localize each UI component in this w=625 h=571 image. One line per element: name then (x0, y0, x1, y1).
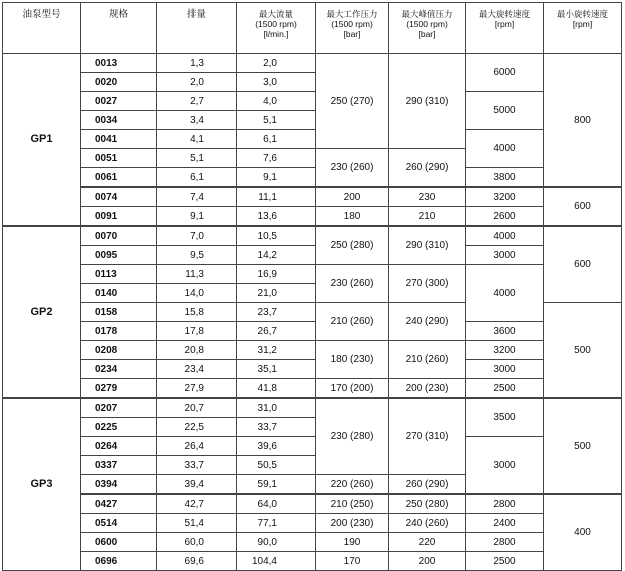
table-row (3, 322, 622, 341)
work-pressure-value: 230 (260) (316, 265, 389, 303)
max-flow-value: 90,0 (237, 533, 316, 552)
displacement-value: 2,7 (157, 92, 237, 111)
displacement-value: 17,8 (157, 322, 237, 341)
displacement-value: 4,1 (157, 130, 237, 149)
max-flow-value: 23,7 (237, 303, 316, 322)
table-row (3, 246, 622, 265)
spec-code: 0041 (81, 130, 157, 149)
peak-pressure-value: 210 (260) (389, 341, 466, 379)
displacement-value: 69,6 (157, 552, 237, 571)
model-cell: GP2 (3, 226, 81, 398)
peak-pressure-value: 230 (389, 187, 466, 207)
max-speed-value: 4000 (466, 226, 544, 246)
displacement-value: 33,7 (157, 456, 237, 475)
peak-pressure-value: 210 (389, 207, 466, 227)
peak-pressure-value: 200 (230) (389, 379, 466, 399)
spec-code: 0091 (81, 207, 157, 227)
work-pressure-value: 200 (230) (316, 514, 389, 533)
max-flow-value: 4,0 (237, 92, 316, 111)
displacement-value: 9,1 (157, 207, 237, 227)
header-min-speed: 最小旋转速度 [rpm] (544, 3, 622, 54)
spec-code: 0051 (81, 149, 157, 168)
table-row (3, 130, 622, 149)
spec-code: 0034 (81, 111, 157, 130)
max-speed-value: 6000 (466, 54, 544, 92)
max-flow-value: 7,6 (237, 149, 316, 168)
displacement-value: 3,4 (157, 111, 237, 130)
header-max-work-pressure: 最大工作压力 (1500 rpm) [bar] (316, 3, 389, 54)
max-speed-value: 3000 (466, 246, 544, 265)
max-flow-value: 21,0 (237, 284, 316, 303)
work-pressure-value: 210 (260) (316, 303, 389, 341)
max-flow-value: 33,7 (237, 418, 316, 437)
displacement-value: 20,7 (157, 398, 237, 418)
spec-code: 0013 (81, 54, 157, 73)
max-flow-value: 26,7 (237, 322, 316, 341)
table-row (3, 54, 622, 73)
work-pressure-value: 230 (280) (316, 398, 389, 475)
work-pressure-value: 250 (270) (316, 54, 389, 149)
spec-code: 0600 (81, 533, 157, 552)
spec-code: 0514 (81, 514, 157, 533)
work-pressure-value: 200 (316, 187, 389, 207)
max-flow-value: 9,1 (237, 168, 316, 188)
peak-pressure-value: 290 (310) (389, 226, 466, 265)
min-speed-value: 500 (544, 303, 622, 399)
max-flow-value: 41,8 (237, 379, 316, 399)
displacement-value: 26,4 (157, 437, 237, 456)
spec-code: 0020 (81, 73, 157, 92)
peak-pressure-value: 260 (290) (389, 149, 466, 188)
header-displacement: 排量 (157, 3, 237, 54)
displacement-value: 22,5 (157, 418, 237, 437)
spec-code: 0178 (81, 322, 157, 341)
min-speed-value: 400 (544, 494, 622, 571)
max-speed-value: 2500 (466, 379, 544, 399)
peak-pressure-value: 220 (389, 533, 466, 552)
max-speed-value: 3000 (466, 437, 544, 495)
max-flow-value: 5,1 (237, 111, 316, 130)
max-speed-value: 5000 (466, 92, 544, 130)
max-speed-value: 3200 (466, 341, 544, 360)
table-row (3, 226, 622, 246)
spec-code: 0696 (81, 552, 157, 571)
displacement-value: 51,4 (157, 514, 237, 533)
work-pressure-value: 250 (280) (316, 226, 389, 265)
spec-code: 0225 (81, 418, 157, 437)
min-speed-value: 500 (544, 398, 622, 494)
displacement-value: 60,0 (157, 533, 237, 552)
table-row (3, 360, 622, 379)
spec-code: 0394 (81, 475, 157, 495)
displacement-value: 7,4 (157, 187, 237, 207)
spec-code: 0070 (81, 226, 157, 246)
spec-code: 0140 (81, 284, 157, 303)
peak-pressure-value: 290 (310) (389, 54, 466, 149)
min-speed-value: 600 (544, 226, 622, 303)
min-speed-value: 800 (544, 54, 622, 188)
displacement-value: 39,4 (157, 475, 237, 495)
spec-code: 0074 (81, 187, 157, 207)
spec-code: 0113 (81, 265, 157, 284)
max-speed-value: 3000 (466, 360, 544, 379)
work-pressure-value: 180 (316, 207, 389, 227)
max-speed-value: 2500 (466, 552, 544, 571)
max-flow-value: 77,1 (237, 514, 316, 533)
displacement-value: 5,1 (157, 149, 237, 168)
max-flow-value: 14,2 (237, 246, 316, 265)
displacement-value: 1,3 (157, 54, 237, 73)
displacement-value: 6,1 (157, 168, 237, 188)
model-cell: GP1 (3, 54, 81, 227)
displacement-value: 14,0 (157, 284, 237, 303)
displacement-value: 15,8 (157, 303, 237, 322)
spec-code: 0207 (81, 398, 157, 418)
spec-code: 0337 (81, 456, 157, 475)
max-flow-value: 50,5 (237, 456, 316, 475)
table-row (3, 92, 622, 111)
max-speed-value: 2600 (466, 207, 544, 227)
spec-code: 0279 (81, 379, 157, 399)
spec-code: 0027 (81, 92, 157, 111)
header-max-peak-pressure: 最大峰值压力 (1500 rpm) [bar] (389, 3, 466, 54)
max-flow-value: 6,1 (237, 130, 316, 149)
max-flow-value: 2,0 (237, 54, 316, 73)
model-cell: GP3 (3, 398, 81, 571)
max-speed-value: 3800 (466, 168, 544, 188)
work-pressure-value: 220 (260) (316, 475, 389, 495)
min-speed-value: 600 (544, 187, 622, 226)
max-flow-value: 104,4 (237, 552, 316, 571)
max-flow-value: 31,2 (237, 341, 316, 360)
spec-code: 0158 (81, 303, 157, 322)
max-flow-value: 35,1 (237, 360, 316, 379)
table-row (3, 168, 622, 188)
table-row (3, 341, 622, 360)
peak-pressure-value: 260 (290) (389, 475, 466, 495)
displacement-value: 11,3 (157, 265, 237, 284)
max-flow-value: 11,1 (237, 187, 316, 207)
spec-code: 0234 (81, 360, 157, 379)
peak-pressure-value: 240 (260) (389, 514, 466, 533)
table-row (3, 494, 622, 514)
displacement-value: 27,9 (157, 379, 237, 399)
max-speed-value: 2800 (466, 494, 544, 514)
peak-pressure-value: 240 (290) (389, 303, 466, 341)
displacement-value: 23,4 (157, 360, 237, 379)
table-row (3, 533, 622, 552)
work-pressure-value: 210 (250) (316, 494, 389, 514)
peak-pressure-value: 250 (280) (389, 494, 466, 514)
table-row (3, 187, 622, 207)
spec-code: 0095 (81, 246, 157, 265)
work-pressure-value: 190 (316, 533, 389, 552)
max-speed-value: 3200 (466, 187, 544, 207)
peak-pressure-value: 270 (300) (389, 265, 466, 303)
table-row (3, 265, 622, 284)
table-row (3, 437, 622, 456)
max-flow-value: 3,0 (237, 73, 316, 92)
header-max-speed: 最大旋转速度 [rpm] (466, 3, 544, 54)
max-speed-value: 4000 (466, 130, 544, 168)
table-row (3, 379, 622, 399)
max-speed-value: 3500 (466, 398, 544, 437)
displacement-value: 7,0 (157, 226, 237, 246)
max-speed-value: 2800 (466, 533, 544, 552)
work-pressure-value: 230 (260) (316, 149, 389, 188)
peak-pressure-value: 200 (389, 552, 466, 571)
displacement-value: 2,0 (157, 73, 237, 92)
work-pressure-value: 170 (200) (316, 379, 389, 399)
peak-pressure-value: 270 (310) (389, 398, 466, 475)
header-model: 油泵型号 (3, 3, 81, 54)
table-row (3, 207, 622, 227)
max-flow-value: 13,6 (237, 207, 316, 227)
max-flow-value: 39,6 (237, 437, 316, 456)
max-flow-value: 10,5 (237, 226, 316, 246)
displacement-value: 9,5 (157, 246, 237, 265)
pump-spec-table (2, 2, 622, 571)
displacement-value: 20,8 (157, 341, 237, 360)
table-row (3, 398, 622, 418)
max-flow-value: 31,0 (237, 398, 316, 418)
max-speed-value: 4000 (466, 265, 544, 322)
work-pressure-value: 180 (230) (316, 341, 389, 379)
table-row (3, 514, 622, 533)
displacement-value: 42,7 (157, 494, 237, 514)
header-row (3, 3, 622, 54)
max-speed-value: 3600 (466, 322, 544, 341)
table-row (3, 552, 622, 571)
spec-code: 0427 (81, 494, 157, 514)
max-flow-value: 64,0 (237, 494, 316, 514)
max-speed-value: 2400 (466, 514, 544, 533)
header-spec: 规格 (81, 3, 157, 54)
work-pressure-value: 170 (316, 552, 389, 571)
max-flow-value: 16,9 (237, 265, 316, 284)
spec-code: 0264 (81, 437, 157, 456)
max-flow-value: 59,1 (237, 475, 316, 495)
spec-code: 0208 (81, 341, 157, 360)
spec-code: 0061 (81, 168, 157, 188)
header-max-flow: 最大流量 (1500 rpm) [l/min.] (237, 3, 316, 54)
